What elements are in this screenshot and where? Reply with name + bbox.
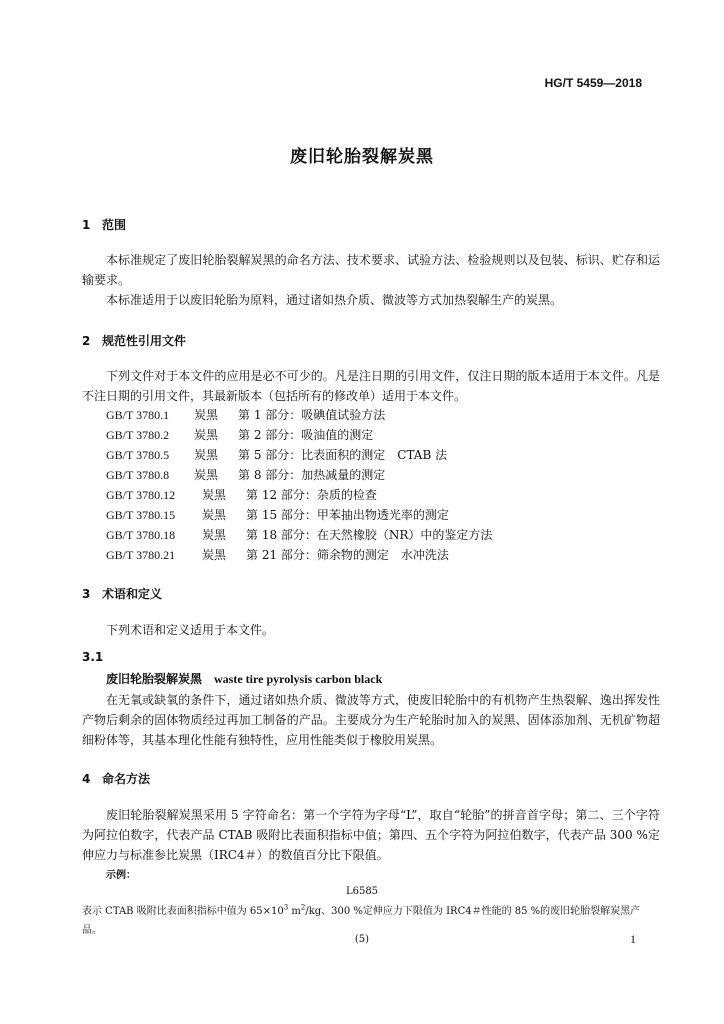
section-1-heading [82, 216, 126, 233]
subsection-3-1-number: 3.1 [82, 650, 104, 664]
example-text: 表示 CTAB 吸附比表面积指标中值为 65×10 [82, 906, 284, 917]
section-number: 4 [82, 772, 91, 786]
document-code: HG/T 5459—2018 [544, 76, 642, 90]
section-3-heading [82, 585, 162, 602]
reference-part: 第 18 部分：在天然橡胶（NR）中的鉴定方法 [246, 528, 493, 542]
reference-code: GB/T 3780.21 [106, 548, 176, 562]
section-title: 命名方法 [102, 772, 151, 786]
section-title: 范围 [102, 218, 127, 232]
reference-item [106, 486, 377, 503]
term-english: waste tire pyrolysis carbon black [214, 672, 383, 686]
footer-sequence: (5) [354, 934, 370, 945]
section-4-paragraph: 废旧轮胎裂解炭黑采用 5 字符命名：第一个字符为字母“L”，取自“轮胎”的拼音首字母；第二、三个字符为阿拉伯数字，代表产品 CTAB 吸附比表面积指标中值；第四、五个字符为阿拉伯数字，代表产品 300 %定伸应力与标准参比炭黑（IRC4＃）的数值百分比下限值。 [82, 808, 660, 862]
reference-part: 第 1 部分：吸碘值试验方法 [238, 408, 386, 422]
reference-item [106, 506, 449, 523]
section-title: 规范性引用文件 [102, 334, 187, 348]
example-text: /kg、300 %定伸应力下限值为 IRC4＃性能的 85 %的废旧轮胎裂解炭黑产品。 [82, 906, 641, 936]
reference-code: GB/T 3780.2 [106, 428, 170, 442]
reference-item [106, 406, 385, 423]
reference-item [106, 466, 385, 483]
reference-name: 炭黑 [194, 428, 219, 442]
reference-code: GB/T 3780.15 [106, 508, 176, 522]
reference-name: 炭黑 [202, 488, 227, 502]
reference-part: 第 2 部分：吸油值的测定 [238, 428, 374, 442]
section-3-intro: 下列术语和定义适用于本文件。 [106, 623, 275, 637]
section-title: 术语和定义 [102, 587, 163, 601]
reference-name: 炭黑 [194, 408, 219, 422]
reference-code: GB/T 3780.8 [106, 468, 170, 482]
reference-part: 第 5 部分：比表面积的测定 CTAB 法 [238, 448, 448, 462]
reference-name: 炭黑 [202, 508, 227, 522]
section-number: 3 [82, 587, 91, 601]
superscript: 3 [283, 903, 289, 912]
reference-code: GB/T 3780.5 [106, 448, 170, 462]
reference-name: 炭黑 [194, 468, 219, 482]
example-text: m [288, 906, 301, 917]
term-chinese: 废旧轮胎裂解炭黑 [106, 672, 203, 686]
reference-part: 第 8 部分：加热减量的测定 [238, 468, 386, 482]
section-4-heading [82, 770, 150, 787]
section-1-paragraph-2: 本标准适用于以废旧轮胎为原料，通过诸如热介质、微波等方式加热裂解生产的炭黑。 [106, 293, 563, 307]
reference-name: 炭黑 [202, 528, 227, 542]
term-definition: 在无氧或缺氧的条件下，通过诸如热介质、微波等方式，使废旧轮胎中的有机物产生热裂解、逸出挥发性产物后剩余的固体物质经过再加工制备的产品。主要成分为生产轮胎时加入的炭黑、固体添加剂、无机矿物超细粉体等，其基本理化性能有独特性，应用性能类似于橡胶用炭黑。 [82, 693, 660, 747]
reference-name: 炭黑 [202, 548, 227, 562]
reference-name: 炭黑 [194, 448, 219, 462]
reference-code: GB/T 3780.12 [106, 488, 176, 502]
document-title: 废旧轮胎裂解炭黑 [290, 147, 434, 167]
section-2-heading [82, 332, 186, 349]
example-label: 示例： [106, 870, 136, 881]
superscript: 2 [300, 903, 306, 912]
example-code: L6585 [345, 886, 379, 897]
reference-part: 第 12 部分：杂质的检查 [246, 488, 377, 502]
reference-code: GB/T 3780.18 [106, 528, 176, 542]
section-1-paragraph-1: 本标准规定了废旧轮胎裂解炭黑的命名方法、技术要求、试验方法、检验规则以及包装、标识、贮存和运输要求。 [82, 253, 660, 287]
reference-part: 第 15 部分：甲苯抽出物透光率的测定 [246, 508, 449, 522]
section-2-intro: 下列文件对于本文件的应用是必不可少的。凡是注日期的引用文件，仅注日期的版本适用于本文件。凡是不注日期的引用文件，其最新版本（包括所有的修改单）适用于本文件。 [82, 369, 660, 403]
page-number: 1 [630, 932, 636, 946]
reference-item [106, 546, 449, 563]
reference-item [106, 426, 373, 443]
term-entry [106, 670, 382, 687]
section-number: 1 [82, 218, 91, 232]
reference-part: 第 21 部分：筛余物的测定 水冲洗法 [246, 548, 449, 562]
reference-code: GB/T 3780.1 [106, 408, 170, 422]
reference-item [106, 446, 447, 463]
reference-item [106, 526, 492, 543]
section-number: 2 [82, 334, 91, 348]
